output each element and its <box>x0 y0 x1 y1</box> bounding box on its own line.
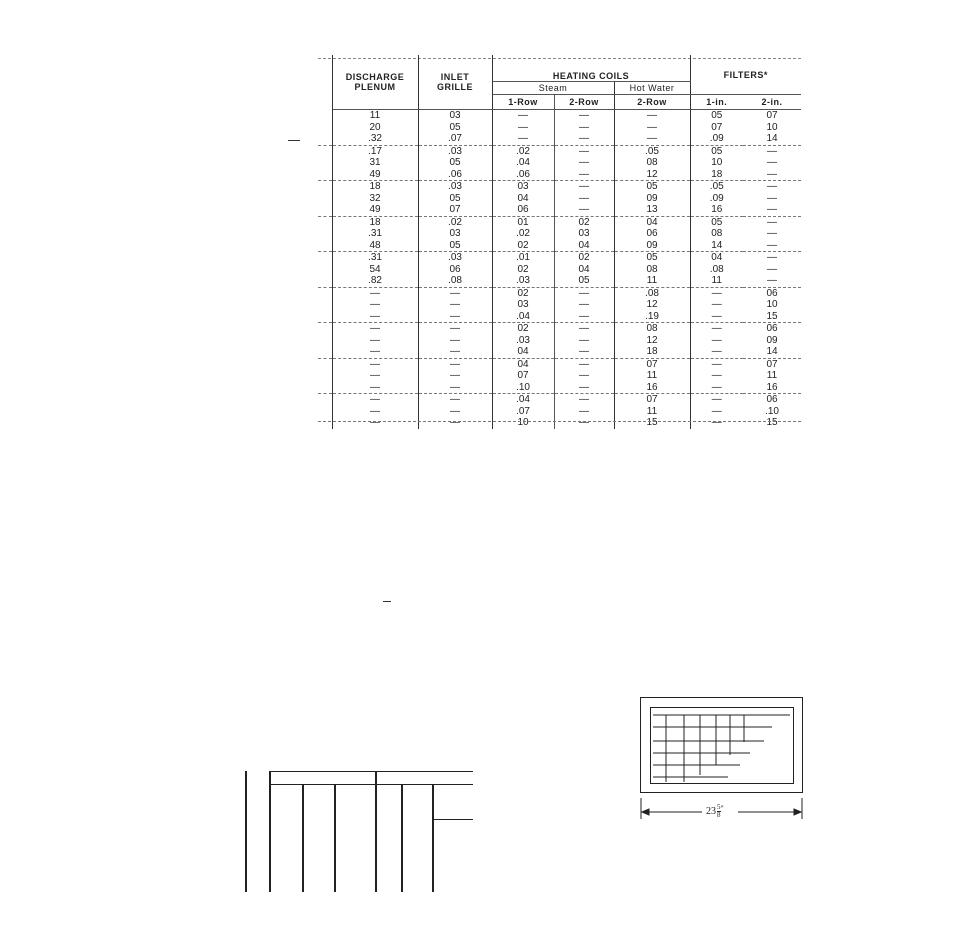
stub-column-header <box>318 55 332 110</box>
table-rule <box>269 771 271 892</box>
cell-hw2: — <box>614 110 690 122</box>
cell-hw2: 11 <box>614 406 690 418</box>
cell-filter2: 14 <box>766 346 778 357</box>
cell-filter2: 15 <box>766 310 778 322</box>
cell-discharge: 48 <box>332 240 418 252</box>
cell-steam1: 04 <box>492 358 554 370</box>
cell-discharge: — <box>332 311 418 323</box>
cell-filter1: — <box>711 299 722 310</box>
cell-discharge: — <box>332 370 418 382</box>
cell-inlet: 03 <box>418 228 492 240</box>
cell-filter2: 11 <box>766 370 778 381</box>
cell-filter1: 18 <box>711 168 723 180</box>
cell-discharge: 31 <box>332 157 418 169</box>
cell-filter1: 07 <box>711 121 723 133</box>
table-row <box>318 193 801 205</box>
stub-cell <box>318 311 332 323</box>
cell-hw2: 15 <box>614 417 690 429</box>
cell-hw2: 11 <box>614 275 690 287</box>
cell-steam2: — <box>554 417 614 429</box>
cell-hw2: 09 <box>614 240 690 252</box>
cell-inlet: 05 <box>418 122 492 134</box>
cell-steam1: .06 <box>492 169 554 181</box>
cell-filter2: — <box>767 157 777 168</box>
dimension-numerator: 5 <box>717 803 721 811</box>
cell-discharge: — <box>332 323 418 335</box>
cell-discharge: — <box>332 382 418 394</box>
stub-cell <box>318 346 332 358</box>
cell-steam2: — <box>554 335 614 347</box>
cell-filter2: — <box>767 204 777 215</box>
cell-steam2: — <box>554 193 614 205</box>
table-row <box>318 157 801 169</box>
cell-hw2: 12 <box>614 299 690 311</box>
cell-filter2: 14 <box>766 133 778 144</box>
cell-hw2: 07 <box>614 394 690 406</box>
cell-steam2: — <box>554 145 614 157</box>
cell-filter2: 09 <box>766 334 778 346</box>
cell-discharge: 11 <box>332 110 418 122</box>
stub-cell <box>318 157 332 169</box>
cell-steam1: 03 <box>492 181 554 193</box>
filter-1in-header: 1-in. <box>690 95 743 110</box>
cell-steam1: .04 <box>492 157 554 169</box>
cell-discharge: — <box>332 287 418 299</box>
cell-steam1: .04 <box>492 394 554 406</box>
table-rule <box>432 819 473 820</box>
cell-steam2: — <box>554 406 614 418</box>
filters-header: FILTERS* <box>690 55 801 95</box>
cell-steam1: .01 <box>492 252 554 264</box>
cell-inlet: — <box>418 382 492 394</box>
cell-inlet: — <box>418 346 492 358</box>
cell-discharge: 18 <box>332 181 418 193</box>
cell-steam1: 07 <box>492 370 554 382</box>
table-row <box>318 204 801 216</box>
cell-inlet: — <box>418 311 492 323</box>
cell-filter1: 14 <box>711 239 723 251</box>
cell-steam2: 04 <box>554 240 614 252</box>
cell-inlet: .03 <box>418 181 492 193</box>
table-row <box>318 370 801 382</box>
table-row <box>318 287 801 299</box>
cell-hw2: .19 <box>614 311 690 323</box>
cell-filter1: — <box>690 323 743 335</box>
cell-inlet: .06 <box>418 169 492 181</box>
stub-cell <box>318 335 332 347</box>
cell-discharge: 20 <box>332 122 418 134</box>
cell-inlet: .02 <box>418 216 492 228</box>
cell-discharge: 18 <box>332 216 418 228</box>
cell-discharge: — <box>332 394 418 406</box>
table-rule <box>375 771 377 892</box>
steam-2row-header: 2-Row <box>554 95 614 110</box>
cell-discharge: 49 <box>332 169 418 181</box>
table-row <box>318 394 801 406</box>
cell-filter2: — <box>767 275 777 286</box>
cell-steam1: 06 <box>492 204 554 216</box>
cell-steam1: — <box>492 133 554 145</box>
cell-filter1: 08 <box>711 228 723 239</box>
cell-steam2: — <box>554 181 614 193</box>
pressure-drop-table <box>318 55 801 429</box>
cell-inlet: — <box>418 358 492 370</box>
cell-inlet: — <box>418 299 492 311</box>
stub-cell <box>318 228 332 240</box>
cell-filter1: .09 <box>709 133 724 144</box>
cell-hw2: 07 <box>614 358 690 370</box>
cell-filter2: 10 <box>766 121 778 133</box>
cell-steam1: .03 <box>492 275 554 287</box>
stub-cell <box>318 370 332 382</box>
discharge-plenum-header <box>332 55 418 110</box>
cell-filter1: — <box>711 334 722 346</box>
cell-steam2: 05 <box>554 275 614 287</box>
inlet-grille-header <box>418 55 492 110</box>
stub-cell <box>318 406 332 418</box>
cell-inlet: 05 <box>418 157 492 169</box>
stray-dash-mark <box>383 601 391 602</box>
table-row <box>318 275 801 287</box>
cell-filter2: 15 <box>766 417 778 428</box>
inlet-header-line1: INLET <box>440 72 470 82</box>
inlet-header-line2: GRILLE <box>437 82 473 92</box>
cell-inlet: .03 <box>418 252 492 264</box>
table-rule <box>432 784 434 892</box>
cell-inlet: .03 <box>418 145 492 157</box>
stub-cell <box>318 358 332 370</box>
table-row <box>318 311 801 323</box>
cell-filter1: 05 <box>711 110 723 121</box>
cell-steam2: — <box>554 382 614 394</box>
table-row <box>318 406 801 418</box>
cell-steam2: — <box>554 204 614 216</box>
stub-cell <box>318 323 332 335</box>
table-row <box>318 299 801 311</box>
cell-discharge: — <box>332 417 418 429</box>
table-rule <box>245 771 247 892</box>
cell-discharge: .31 <box>332 252 418 264</box>
cell-inlet: 06 <box>418 264 492 276</box>
cell-hw2: 12 <box>614 335 690 347</box>
cell-filter2: — <box>767 192 777 204</box>
cell-steam1: .07 <box>492 406 554 418</box>
grille-drawing <box>640 697 806 819</box>
cell-filter2: — <box>743 252 801 264</box>
cell-hw2: 06 <box>614 228 690 240</box>
stray-dash-mark <box>288 140 300 141</box>
cell-hw2: 09 <box>614 193 690 205</box>
cell-hw2: 05 <box>614 252 690 264</box>
cell-steam2: — <box>554 287 614 299</box>
stub-cell <box>318 252 332 264</box>
cell-inlet: 03 <box>418 110 492 122</box>
stub-cell <box>318 204 332 216</box>
table-row <box>318 216 801 228</box>
table-rule <box>401 784 403 892</box>
table-row <box>318 417 801 429</box>
stub-cell <box>318 216 332 228</box>
cell-inlet: .07 <box>418 133 492 145</box>
cell-steam2: 02 <box>554 216 614 228</box>
cell-hw2: 12 <box>614 169 690 181</box>
cell-steam1: .02 <box>492 228 554 240</box>
stub-cell <box>318 382 332 394</box>
cell-filter1: — <box>711 346 722 357</box>
cell-hw2: 08 <box>614 264 690 276</box>
cell-steam2: — <box>554 169 614 181</box>
cell-filter2: 07 <box>766 110 778 121</box>
hot-water-header: Hot Water <box>614 82 690 95</box>
table-row <box>318 133 801 145</box>
cell-steam2: — <box>554 157 614 169</box>
cell-hw2: — <box>614 122 690 134</box>
cell-steam1: 04 <box>492 346 554 358</box>
cell-steam2: 02 <box>554 252 614 264</box>
table-row <box>318 181 801 193</box>
cell-filter1: 10 <box>711 157 723 168</box>
cell-steam2: — <box>554 346 614 358</box>
stub-cell <box>318 240 332 252</box>
cell-filter2: 10 <box>766 299 778 310</box>
cell-discharge: 54 <box>332 264 418 276</box>
cell-steam1: .03 <box>492 335 554 347</box>
table-row <box>318 335 801 347</box>
filter-2in-header: 2-in. <box>743 95 801 110</box>
table-row <box>318 358 801 370</box>
table-row <box>318 110 801 122</box>
table-body <box>318 110 801 429</box>
cell-filter2: — <box>767 263 777 275</box>
cell-filter1: .09 <box>709 192 724 204</box>
cell-inlet: — <box>418 370 492 382</box>
cell-inlet: 05 <box>418 193 492 205</box>
cell-steam2: 04 <box>554 264 614 276</box>
cell-steam1: — <box>492 122 554 134</box>
cell-inlet: — <box>418 323 492 335</box>
cell-hw2: 08 <box>614 157 690 169</box>
stub-cell <box>318 417 332 429</box>
cell-steam1: — <box>492 110 554 122</box>
cell-filter1: 16 <box>711 204 723 215</box>
cell-steam1: 02 <box>492 264 554 276</box>
table-row <box>318 252 801 264</box>
dimension-denominator: 8 <box>717 811 721 819</box>
cell-hw2: 08 <box>614 323 690 335</box>
table-row <box>318 323 801 335</box>
cell-filter1: — <box>711 310 722 322</box>
cell-filter1: 05 <box>690 145 743 157</box>
cell-filter2: 06 <box>743 287 801 299</box>
cell-hw2: 16 <box>614 382 690 394</box>
cell-inlet: 07 <box>418 204 492 216</box>
cell-steam1: .04 <box>492 311 554 323</box>
table-row <box>318 264 801 276</box>
cell-hw2: 05 <box>614 181 690 193</box>
cell-filter2: 06 <box>743 394 801 406</box>
table-row <box>318 346 801 358</box>
table-bottom-rule <box>318 421 801 422</box>
cell-hw2: — <box>614 133 690 145</box>
stub-cell <box>318 169 332 181</box>
steam-1row-header: 1-Row <box>492 95 554 110</box>
cell-discharge: — <box>332 335 418 347</box>
cell-steam2: — <box>554 110 614 122</box>
stub-cell <box>318 299 332 311</box>
table-row <box>318 228 801 240</box>
cell-discharge: .17 <box>332 145 418 157</box>
stub-cell <box>318 264 332 276</box>
cell-discharge: — <box>332 299 418 311</box>
width-dimension-label <box>706 804 724 819</box>
stub-cell <box>318 133 332 145</box>
cell-steam1: 10 <box>492 417 554 429</box>
stub-cell <box>318 193 332 205</box>
cell-steam1: 04 <box>492 193 554 205</box>
table-rule <box>269 784 473 785</box>
heating-coils-header: HEATING COILS <box>492 55 690 82</box>
cell-filter1: 04 <box>690 252 743 264</box>
cell-steam2: — <box>554 370 614 382</box>
cell-discharge: — <box>332 346 418 358</box>
cell-steam2: 03 <box>554 228 614 240</box>
cell-steam2: — <box>554 311 614 323</box>
stub-cell <box>318 181 332 193</box>
hw-2row-header: 2-Row <box>614 95 690 110</box>
cell-hw2: .08 <box>614 287 690 299</box>
stub-cell <box>318 122 332 134</box>
cell-discharge: — <box>332 358 418 370</box>
table-row <box>318 145 801 157</box>
cell-filter1: .08 <box>709 263 724 275</box>
cell-filter2: 07 <box>743 358 801 370</box>
cell-steam2: — <box>554 394 614 406</box>
dimension-whole: 23 <box>706 805 716 817</box>
cell-discharge: 49 <box>332 204 418 216</box>
cell-filter2: .10 <box>765 405 779 417</box>
cell-steam1: 02 <box>492 323 554 335</box>
cell-inlet: — <box>418 335 492 347</box>
cell-steam1: 03 <box>492 299 554 311</box>
cell-filter2: — <box>767 228 777 239</box>
cell-steam1: .10 <box>492 382 554 394</box>
cell-filter1: — <box>690 394 743 406</box>
stub-cell <box>318 145 332 157</box>
stub-cell <box>318 394 332 406</box>
cell-hw2: 04 <box>614 216 690 228</box>
steam-header: Steam <box>492 82 614 95</box>
cell-steam1: 02 <box>492 240 554 252</box>
cell-discharge: 32 <box>332 193 418 205</box>
stub-cell <box>318 287 332 299</box>
cell-inlet: 05 <box>418 240 492 252</box>
cell-steam2: — <box>554 323 614 335</box>
cell-filter2: — <box>743 216 801 228</box>
cell-steam2: — <box>554 358 614 370</box>
cell-inlet: — <box>418 417 492 429</box>
table-row <box>318 169 801 181</box>
cell-steam1: 01 <box>492 216 554 228</box>
grille-figure <box>640 697 806 819</box>
cell-hw2: 18 <box>614 346 690 358</box>
table-rule <box>269 771 473 772</box>
table-rule <box>302 784 304 892</box>
cell-filter1: — <box>711 370 722 381</box>
cell-inlet: — <box>418 406 492 418</box>
table-row <box>318 382 801 394</box>
cell-steam1: .02 <box>492 145 554 157</box>
discharge-header-line1: DISCHARGE <box>345 72 405 82</box>
table-rule <box>334 784 336 892</box>
partial-table-frame <box>245 771 473 892</box>
cell-inlet: — <box>418 287 492 299</box>
cell-filter1: — <box>711 417 722 428</box>
cell-filter1: 05 <box>690 216 743 228</box>
cell-discharge: .32 <box>332 133 418 145</box>
cell-filter1: — <box>690 358 743 370</box>
cell-discharge: .82 <box>332 275 418 287</box>
cell-filter2: — <box>767 168 777 180</box>
cell-hw2: 11 <box>614 370 690 382</box>
cell-filter2: 06 <box>743 323 801 335</box>
discharge-header-line2: PLENUM <box>354 82 396 92</box>
cell-inlet: — <box>418 394 492 406</box>
stub-cell <box>318 275 332 287</box>
cell-filter1: 11 <box>711 275 722 286</box>
cell-steam2: — <box>554 299 614 311</box>
cell-filter2: — <box>743 145 801 157</box>
table-row <box>318 240 801 252</box>
cell-steam2: — <box>554 133 614 145</box>
dimension-unit: " <box>720 804 724 813</box>
cell-filter2: — <box>767 239 777 251</box>
cell-filter1: .05 <box>690 181 743 193</box>
table-row <box>318 122 801 134</box>
cell-filter1: — <box>711 405 722 417</box>
stub-cell <box>318 110 332 122</box>
cell-hw2: .05 <box>614 145 690 157</box>
cell-steam2: — <box>554 122 614 134</box>
cell-filter1: — <box>711 381 722 393</box>
cell-hw2: 13 <box>614 204 690 216</box>
cell-filter2: 16 <box>766 381 778 393</box>
cell-filter2: — <box>743 181 801 193</box>
cell-discharge: — <box>332 406 418 418</box>
cell-discharge: .31 <box>332 228 418 240</box>
cell-inlet: .08 <box>418 275 492 287</box>
cell-steam1: 02 <box>492 287 554 299</box>
cell-filter1: — <box>690 287 743 299</box>
